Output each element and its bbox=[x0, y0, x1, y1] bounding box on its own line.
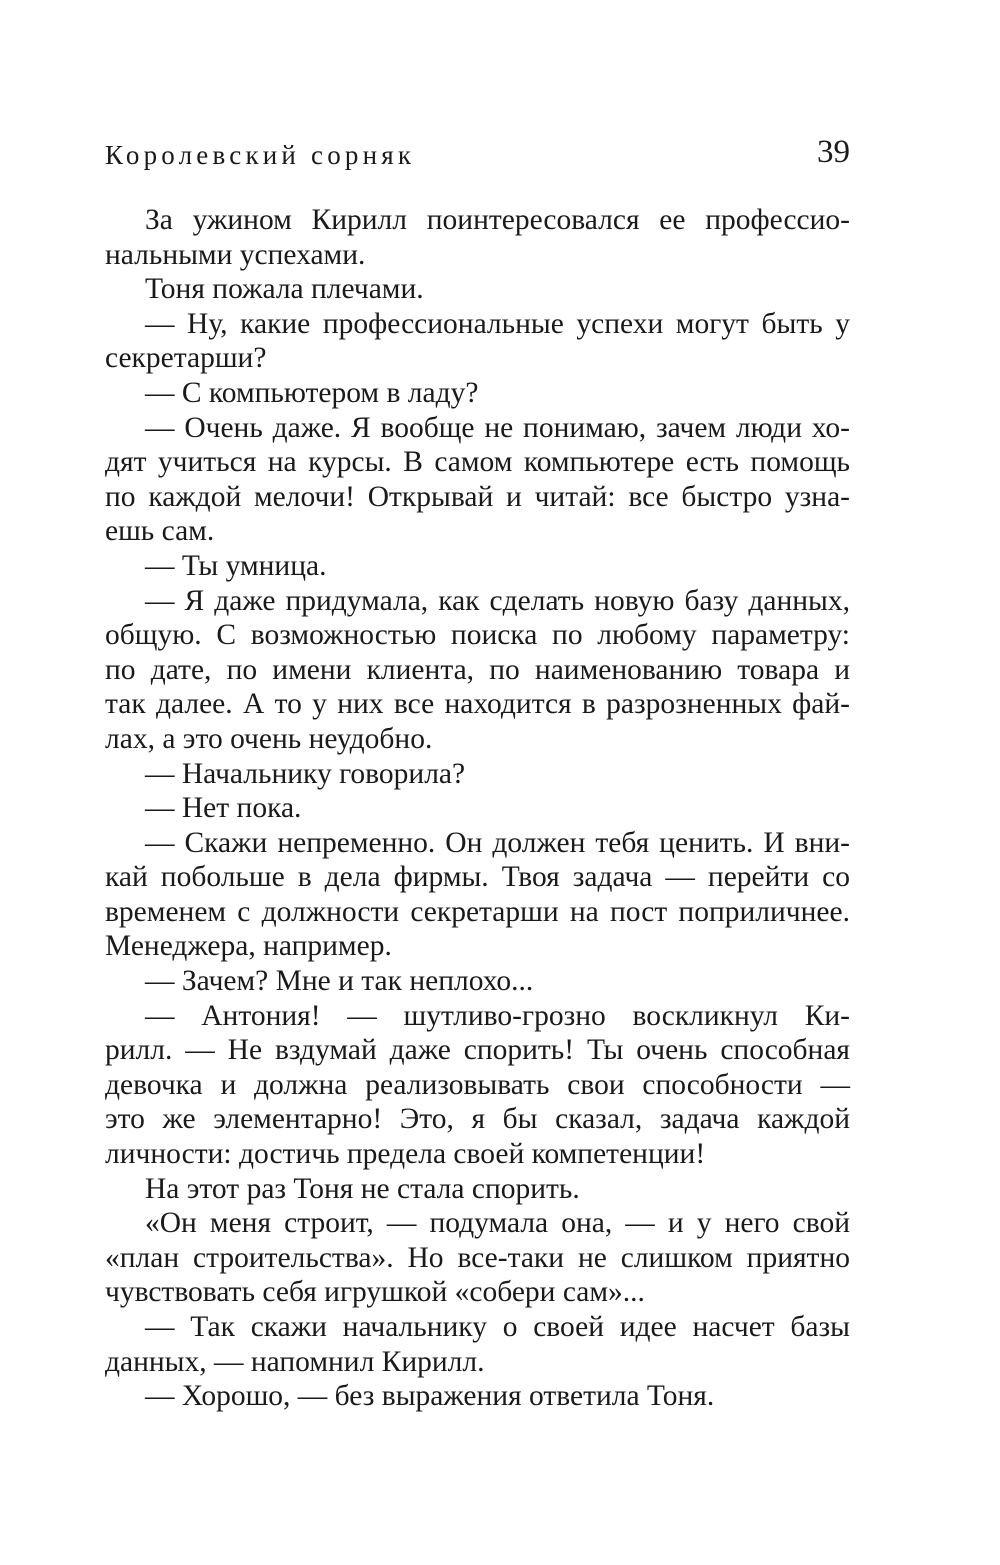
text-line: кай побольше в дела фирмы. Твоя задача — перейти со bbox=[105, 861, 850, 894]
text-line: по дате, по имени клиента, по наименованию товара и bbox=[105, 653, 850, 686]
text-line: личности: достичь предела своей компетенции! bbox=[105, 1138, 706, 1171]
page-header bbox=[105, 134, 850, 180]
text-line: На этот раз Тоня не стала спорить. bbox=[145, 1172, 580, 1205]
text-line: временем с должности секретарши на пост поприличнее. bbox=[105, 895, 850, 928]
body-text bbox=[105, 203, 850, 1414]
text-line: — Начальнику говорила? bbox=[145, 757, 466, 790]
text-line: Менеджера, например. bbox=[105, 930, 392, 963]
text-line: секретарши? bbox=[105, 342, 267, 375]
text-line: это же элементарно! Это, я бы сказал, задача каждой bbox=[105, 1103, 850, 1136]
text-line: За ужином Кирилл поинтересовался ее профессио- bbox=[145, 204, 850, 236]
text-line: — Антония! — шутливо-грозно воскликнул Ки- bbox=[145, 999, 850, 1032]
text-line: — Ты умница. bbox=[145, 549, 327, 582]
text-line: «план строительства». Но все-таки не слишком приятно bbox=[105, 1241, 850, 1274]
page-number: 39 bbox=[817, 134, 850, 170]
text-line: девочка и должна реализовывать свои способности — bbox=[105, 1068, 850, 1101]
text-line: — Зачем? Мне и так неплохо... bbox=[145, 965, 534, 998]
text-line: общую. С возможностью поиска по любому параметру: bbox=[105, 619, 850, 652]
text-line: ешь сам. bbox=[105, 515, 215, 548]
text-line: — Ну, какие профессиональные успехи могут быть у bbox=[145, 307, 850, 340]
text-line: — Хорошо, — без выражения ответила Тоня. bbox=[145, 1380, 715, 1413]
text-line: чувствовать себя игрушкой «собери сам»... bbox=[105, 1276, 645, 1309]
text-line: «Он меня строит, — подумала она, — и у него свой bbox=[145, 1207, 850, 1240]
text-line: лах, а это очень неудобно. bbox=[105, 722, 433, 755]
running-title: Королевский сорняк bbox=[105, 140, 416, 170]
text-line: — С компьютером в ладу? bbox=[145, 376, 479, 409]
text-line: так далее. А то у них все находится в разрозненных фай- bbox=[105, 688, 850, 721]
text-line: нальными успехами. bbox=[105, 238, 366, 271]
text-line: Тоня пожала плечами. bbox=[145, 273, 424, 306]
text-line: дят учиться на курсы. В самом компьютере есть помощь bbox=[105, 446, 850, 479]
text-line: — Я даже придумала, как сделать новую базу данных, bbox=[145, 584, 850, 617]
text-line: — Так скажи начальнику о своей идее насчет базы bbox=[145, 1311, 850, 1343]
text-line: данных, — напомнил Кирилл. bbox=[105, 1345, 485, 1378]
text-line: — Очень даже. Я вообще не понимаю, зачем люди хо- bbox=[145, 411, 850, 444]
text-line: — Скажи непременно. Он должен тебя ценить. И вни- bbox=[145, 826, 850, 859]
text-line: по каждой мелочи! Открывай и читай: все быстро узна- bbox=[105, 480, 850, 513]
text-line: рилл. — Не вздумай даже спорить! Ты очень способная bbox=[105, 1034, 850, 1067]
text-line: — Нет пока. bbox=[145, 792, 302, 825]
